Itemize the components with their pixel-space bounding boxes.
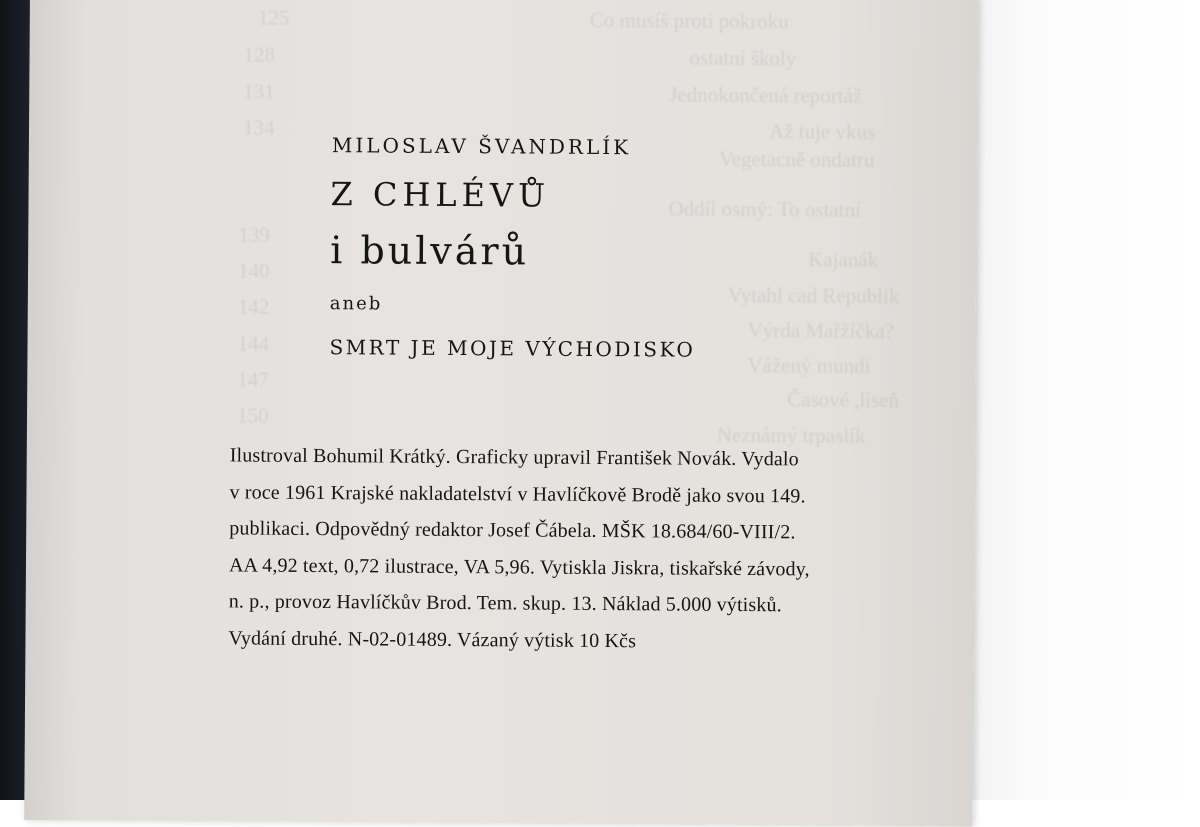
bleed-number: 139 <box>238 222 270 247</box>
bleed-through-text <box>24 0 978 827</box>
background-paper <box>960 0 1200 800</box>
bleed-word: Vážený mundi <box>747 353 871 378</box>
imprint-line: publikaci. Odpovědný redaktor Josef Čábela. MŠK 18.684/60-VIII/2. <box>229 517 796 544</box>
book-page <box>24 0 978 827</box>
bleed-word: Vegetacně ondatru <box>718 146 875 172</box>
bleed-number: 134 <box>242 115 275 140</box>
book-subtitle: SMRT JE MOJE VÝCHODISKO <box>329 335 696 362</box>
title-connector: aneb <box>329 293 383 315</box>
bleed-word: Jednokončená reportáž <box>669 82 863 108</box>
bleed-word: Výrda Mařžíčka? <box>747 318 895 344</box>
bleed-number: 140 <box>237 258 270 283</box>
imprint-line: v roce 1961 Krajské nakladatelství v Havlíčkově Brodě jako svou 149. <box>229 480 806 507</box>
bleed-number: 144 <box>237 331 270 356</box>
bleed-number: 147 <box>237 367 269 392</box>
bleed-word: Oddíl osmý: To ostatní <box>668 196 861 222</box>
imprint-line: Ilustroval Bohumil Krátký. Graficky upravil František Novák. Vydalo <box>229 444 799 471</box>
bleed-number: 150 <box>236 403 269 428</box>
imprint-block <box>228 437 950 661</box>
book-title-line-1: Z CHLÉVŮ <box>330 175 551 215</box>
bleed-word: Vytahl cad Republik <box>727 282 900 309</box>
bleed-word: Kajanák <box>808 247 879 272</box>
bleed-word: Co musíš proti pokroku <box>589 7 789 34</box>
imprint-line: AA 4,92 text, 0,72 ilustrace, VA 5,96. Vytiskla Jiskra, tiskařské závody, <box>228 553 810 580</box>
bleed-word: ostatní školy <box>689 45 797 71</box>
bleed-word: Časové ,líseň <box>787 387 900 413</box>
bleed-number: 131 <box>243 79 275 104</box>
bleed-number: 125 <box>257 5 290 30</box>
bleed-word: Neznámý trpaslík <box>716 422 866 448</box>
author-name: MILOSLAV ŠVANDRLÍK <box>331 133 632 160</box>
imprint-line: n. p., provoz Havlíčkův Brod. Tem. skup. 13. Náklad 5.000 výtisků. <box>228 590 782 617</box>
imprint-line: Vydání druhé. N-02-01489. Vázaný výtisk 10 Kčs <box>228 626 637 652</box>
bleed-number: 128 <box>243 42 276 67</box>
book-title-line-2: i bulvárů <box>330 228 530 274</box>
bleed-number: 142 <box>237 294 270 319</box>
bleed-word: Až tuje vkus <box>768 119 876 144</box>
